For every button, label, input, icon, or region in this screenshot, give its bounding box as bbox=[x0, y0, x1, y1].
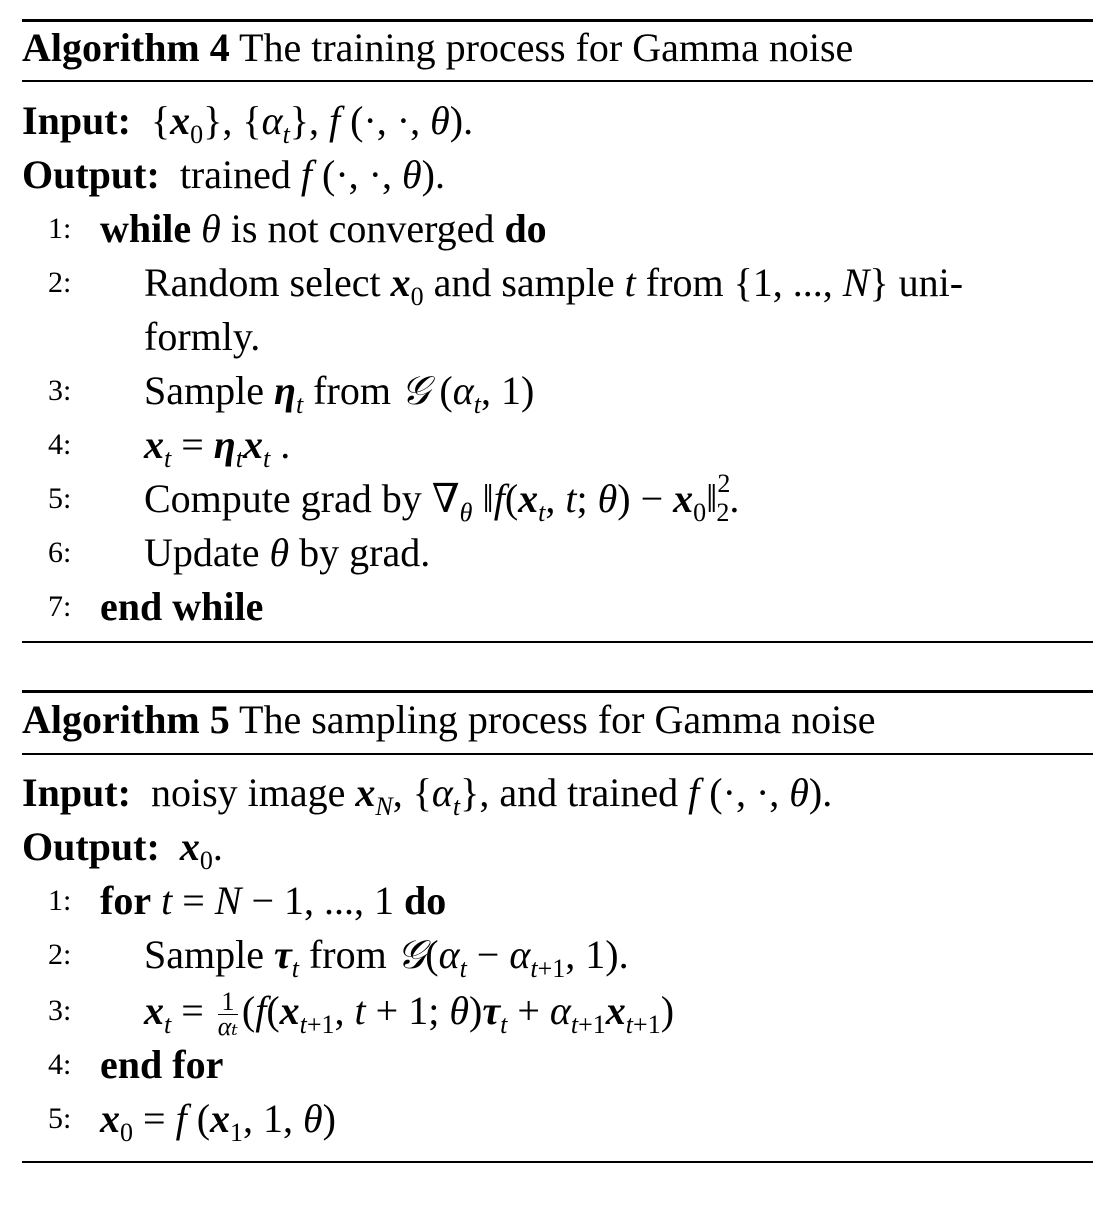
algorithm-caption bbox=[22, 696, 876, 744]
line-number: 4: bbox=[48, 428, 72, 461]
line-number: 5: bbox=[48, 482, 72, 515]
output-label: Output: bbox=[22, 152, 160, 197]
line-number: 1: bbox=[48, 884, 72, 917]
caption-rule bbox=[22, 80, 1093, 82]
input-label: Input: bbox=[22, 770, 131, 815]
line-number: 2: bbox=[48, 266, 72, 299]
input-value: noisy image $x_N$, $\{\alpha_t\}$, and trained f (·, ·, θ). bbox=[150, 770, 833, 821]
line-number: 4: bbox=[48, 1048, 72, 1081]
step-2: Sample $\tau_t$ from $𝒢(\alpha_t - \alpha_{t+1}$, 1). bbox=[144, 932, 629, 983]
step-3: $x_t$ = $\frac{1}{\text{αₜ}}$ ($f(x_{t+1}$, t + 1; $\theta)\tau_t + \alpha_{t+1}x_{t+1}$) bbox=[144, 987, 675, 1042]
algorithm-title: The training process for Gamma noise bbox=[239, 25, 854, 70]
line-number: 1: bbox=[48, 212, 72, 245]
output-label: Output: bbox=[22, 824, 160, 869]
step-2: Random select $x_0$ and sample t from {1, ..., N} uni- bbox=[144, 260, 964, 311]
step-4: $x_t = \eta_tx_t$ . bbox=[144, 422, 291, 473]
top-rule bbox=[22, 19, 1093, 22]
algorithm-5 bbox=[22, 690, 1093, 1165]
input-line bbox=[22, 769, 833, 821]
step-2-continued: formly. bbox=[144, 314, 261, 359]
line-number: 5: bbox=[48, 1102, 72, 1135]
line-number: 2: bbox=[48, 938, 72, 971]
step-4: end for bbox=[100, 1042, 224, 1087]
fraction: $\frac{1}{\text{αₜ}}$ bbox=[217, 987, 238, 1042]
step-5: Compute grad by $\nabla_\theta$ $‖f(x_t$, t; $\theta) - x_0‖^2_2$. bbox=[144, 468, 740, 527]
input-value: $\{x_0\}$, $\{\alpha_t\}$, f (·, ·, θ). bbox=[150, 98, 474, 149]
step-5: $x_0 = f$ ($x_1$, 1, θ) bbox=[100, 1096, 336, 1147]
output-value: trained f (·, ·, θ). bbox=[179, 152, 445, 197]
step-1: for t = N − 1, ..., 1 do bbox=[100, 878, 447, 923]
step-3: Sample $\eta_t$ from 𝒢 ($\alpha_t$, 1) bbox=[144, 368, 535, 419]
bottom-rule bbox=[22, 1161, 1093, 1163]
step-6: Update θ by grad. bbox=[144, 530, 431, 575]
algorithm-title: The sampling process for Gamma noise bbox=[239, 697, 876, 742]
line-number: 3: bbox=[48, 374, 72, 407]
algorithm-4 bbox=[22, 19, 1093, 645]
algorithm-label: Algorithm 4 bbox=[22, 25, 230, 70]
step-1: while θ is not converged do bbox=[100, 206, 547, 251]
line-number: 6: bbox=[48, 536, 72, 569]
caption-rule bbox=[22, 753, 1093, 755]
algorithm-caption bbox=[22, 24, 853, 72]
output-line bbox=[22, 151, 445, 199]
input-line bbox=[22, 97, 474, 149]
step-7: end while bbox=[100, 584, 264, 629]
input-label: Input: bbox=[22, 98, 131, 143]
algorithm-label: Algorithm 5 bbox=[22, 697, 230, 742]
top-rule bbox=[22, 690, 1093, 693]
output-line bbox=[22, 823, 223, 875]
output-value: $x_0$. bbox=[179, 824, 223, 875]
line-number: 7: bbox=[48, 590, 72, 623]
bottom-rule bbox=[22, 641, 1093, 643]
line-number: 3: bbox=[48, 994, 72, 1027]
